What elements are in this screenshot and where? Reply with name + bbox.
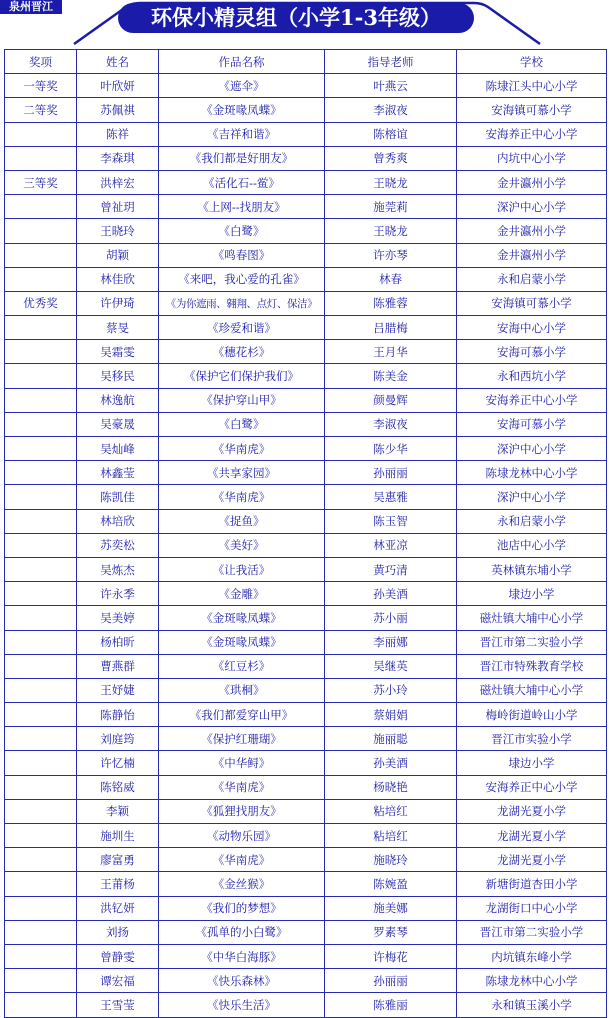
cell-teacher: 吕腊梅 <box>325 316 457 340</box>
cell-school: 磁灶镇大埔中心小学 <box>457 606 607 630</box>
cell-name: 曹燕群 <box>77 654 159 678</box>
cell-work-title: 《金丝猴》 <box>159 872 325 896</box>
cell-name: 陈凯佳 <box>77 485 159 509</box>
cell-award <box>5 920 77 944</box>
cell-teacher: 林亚凉 <box>325 533 457 557</box>
cell-award: 一等奖 <box>5 74 77 98</box>
table-row <box>5 412 607 436</box>
cell-teacher: 施丽聪 <box>325 727 457 751</box>
cell-teacher: 陈少华 <box>325 437 457 461</box>
cell-school: 安海养正中心小学 <box>457 122 607 146</box>
table-row <box>5 388 607 412</box>
cell-teacher: 陈美金 <box>325 364 457 388</box>
cell-award <box>5 993 77 1017</box>
cell-teacher: 陈玉智 <box>325 509 457 533</box>
cell-teacher: 王晓龙 <box>325 170 457 194</box>
table-row <box>5 606 607 630</box>
cell-name: 杨柏昕 <box>77 630 159 654</box>
cell-teacher: 李淑夜 <box>325 412 457 436</box>
cell-school: 深沪中心小学 <box>457 437 607 461</box>
cell-teacher: 孙丽丽 <box>325 461 457 485</box>
cell-teacher: 叶燕云 <box>325 74 457 98</box>
table-row <box>5 98 607 122</box>
cell-name: 陈祥 <box>77 122 159 146</box>
cell-work-title: 《狐狸找朋友》 <box>159 799 325 823</box>
cell-school: 龙湖街口中心小学 <box>457 896 607 920</box>
cell-school: 龙湖光夏小学 <box>457 824 607 848</box>
table-row <box>5 993 607 1017</box>
cell-work-title: 《上网--找朋友》 <box>159 195 325 219</box>
cell-work-title: 《金雕》 <box>159 582 325 606</box>
cell-school: 安海养正中心小学 <box>457 775 607 799</box>
table-row <box>5 533 607 557</box>
cell-work-title: 《金斑喙凤蝶》 <box>159 98 325 122</box>
table-row <box>5 654 607 678</box>
cell-award <box>5 316 77 340</box>
cell-award <box>5 122 77 146</box>
table-row <box>5 267 607 291</box>
cell-school: 永和镇玉溪小学 <box>457 993 607 1017</box>
cell-name: 许忆楠 <box>77 751 159 775</box>
cell-teacher: 陈婉盈 <box>325 872 457 896</box>
cell-award: 三等奖 <box>5 170 77 194</box>
cell-teacher: 李丽娜 <box>325 630 457 654</box>
cell-award <box>5 775 77 799</box>
table-row <box>5 582 607 606</box>
cell-award <box>5 896 77 920</box>
cell-award <box>5 944 77 968</box>
cell-teacher: 曾秀爽 <box>325 146 457 170</box>
cell-name: 陈铭威 <box>77 775 159 799</box>
cell-teacher: 陈雅蓉 <box>325 291 457 315</box>
cell-teacher: 陈榕谊 <box>325 122 457 146</box>
cell-work-title: 《中华鲟》 <box>159 751 325 775</box>
cell-work-title: 《保护穿山甲》 <box>159 388 325 412</box>
table-row <box>5 920 607 944</box>
cell-school: 永和启蒙小学 <box>457 509 607 533</box>
cell-award <box>5 485 77 509</box>
cell-award <box>5 267 77 291</box>
cell-school: 梅岭街道岭山小学 <box>457 703 607 727</box>
cell-teacher: 蔡娟娟 <box>325 703 457 727</box>
cell-work-title: 《快乐生活》 <box>159 993 325 1017</box>
cell-award <box>5 509 77 533</box>
cell-teacher: 罗素琴 <box>325 920 457 944</box>
cell-work-title: 《白鹭》 <box>159 219 325 243</box>
cell-work-title: 《共享家园》 <box>159 461 325 485</box>
cell-work-title: 《穗花杉》 <box>159 340 325 364</box>
cell-award <box>5 195 77 219</box>
cell-teacher: 林春 <box>325 267 457 291</box>
cell-school: 深沪中心小学 <box>457 485 607 509</box>
cell-school: 内坑镇东峰小学 <box>457 944 607 968</box>
cell-work-title: 《金斑喙凤蝶》 <box>159 606 325 630</box>
cell-teacher: 许梅花 <box>325 944 457 968</box>
cell-name: 李颖 <box>77 799 159 823</box>
cell-school: 金井瀛州小学 <box>457 170 607 194</box>
cell-award <box>5 824 77 848</box>
cell-work-title: 《快乐森林》 <box>159 969 325 993</box>
cell-work-title: 《中华白海豚》 <box>159 944 325 968</box>
cell-work-title: 《活化石--鲎》 <box>159 170 325 194</box>
table-row <box>5 316 607 340</box>
table-row <box>5 630 607 654</box>
cell-name: 王晓玲 <box>77 219 159 243</box>
page-title: 环保小精灵组（小学1-3年级） <box>151 5 441 30</box>
table-row <box>5 243 607 267</box>
corner-tag: 泉州晋江 <box>0 0 62 14</box>
cell-teacher: 孙丽丽 <box>325 969 457 993</box>
cell-teacher: 吴惠雅 <box>325 485 457 509</box>
cell-teacher: 颜曼辉 <box>325 388 457 412</box>
cell-school: 安海可慕小学 <box>457 412 607 436</box>
cell-work-title: 《我们的梦想》 <box>159 896 325 920</box>
cell-name: 洪钇妍 <box>77 896 159 920</box>
table-row <box>5 944 607 968</box>
cell-teacher: 杨晓艳 <box>325 775 457 799</box>
cell-name: 谭宏福 <box>77 969 159 993</box>
header-name: 姓名 <box>77 50 159 74</box>
cell-school: 安海镇可慕小学 <box>457 291 607 315</box>
cell-school: 安海可慕小学 <box>457 340 607 364</box>
cell-school: 新塘街道杏田小学 <box>457 872 607 896</box>
cell-school: 安海养正中心小学 <box>457 388 607 412</box>
table-row <box>5 775 607 799</box>
cell-work-title: 《我们都爱穿山甲》 <box>159 703 325 727</box>
cell-teacher: 李淑夜 <box>325 98 457 122</box>
cell-teacher: 施晓玲 <box>325 848 457 872</box>
cell-work-title: 《遮伞》 <box>159 74 325 98</box>
cell-award <box>5 582 77 606</box>
cell-teacher: 粘培红 <box>325 824 457 848</box>
header-teacher: 指导老师 <box>325 50 457 74</box>
awards-table <box>4 49 607 1018</box>
cell-school: 埭边小学 <box>457 582 607 606</box>
cell-award <box>5 219 77 243</box>
cell-school: 金井瀛州小学 <box>457 243 607 267</box>
cell-teacher: 陈雅丽 <box>325 993 457 1017</box>
cell-award <box>5 437 77 461</box>
cell-work-title: 《我们都是好朋友》 <box>159 146 325 170</box>
cell-name: 廖富勇 <box>77 848 159 872</box>
cell-school: 晋江市特殊教育学校 <box>457 654 607 678</box>
cell-award <box>5 678 77 702</box>
title-banner <box>0 0 610 46</box>
cell-teacher: 孙美酒 <box>325 751 457 775</box>
cell-school: 龙湖光夏小学 <box>457 799 607 823</box>
cell-work-title: 《美好》 <box>159 533 325 557</box>
cell-award <box>5 388 77 412</box>
cell-teacher: 孙美酒 <box>325 582 457 606</box>
table-row <box>5 437 607 461</box>
cell-award <box>5 727 77 751</box>
cell-teacher: 苏小玲 <box>325 678 457 702</box>
cell-award <box>5 969 77 993</box>
cell-school: 晋江市第二实验小学 <box>457 630 607 654</box>
table-row <box>5 969 607 993</box>
cell-name: 刘庭筠 <box>77 727 159 751</box>
cell-award <box>5 146 77 170</box>
table-row <box>5 74 607 98</box>
cell-work-title: 《保护它们保护我们》 <box>159 364 325 388</box>
cell-award <box>5 799 77 823</box>
cell-school: 安海镇可慕小学 <box>457 98 607 122</box>
cell-name: 陈静怡 <box>77 703 159 727</box>
table-row <box>5 122 607 146</box>
cell-school: 金井瀛州小学 <box>457 219 607 243</box>
cell-name: 王妤婕 <box>77 678 159 702</box>
cell-work-title: 《来吧，我心爱的孔雀》 <box>159 267 325 291</box>
cell-school: 晋江市第二实验小学 <box>457 920 607 944</box>
cell-work-title: 《华南虎》 <box>159 848 325 872</box>
table-body <box>5 74 607 1017</box>
cell-award <box>5 606 77 630</box>
cell-award <box>5 703 77 727</box>
table-row <box>5 340 607 364</box>
table-row <box>5 461 607 485</box>
cell-teacher: 许亦琴 <box>325 243 457 267</box>
cell-name: 施圳生 <box>77 824 159 848</box>
cell-school: 池店中心小学 <box>457 533 607 557</box>
table-row <box>5 485 607 509</box>
cell-name: 蔡旻 <box>77 316 159 340</box>
cell-work-title: 《华南虎》 <box>159 485 325 509</box>
cell-school: 龙湖光夏小学 <box>457 848 607 872</box>
table-row <box>5 799 607 823</box>
cell-school: 陈埭龙林中心小学 <box>457 969 607 993</box>
cell-name: 吴移民 <box>77 364 159 388</box>
cell-teacher: 王月华 <box>325 340 457 364</box>
cell-school: 陈埭江头中心小学 <box>457 74 607 98</box>
cell-work-title: 《让我活》 <box>159 557 325 581</box>
table-row <box>5 170 607 194</box>
cell-award <box>5 243 77 267</box>
header-award: 奖项 <box>5 50 77 74</box>
table-header-row <box>5 50 607 74</box>
table-row <box>5 872 607 896</box>
table-row <box>5 751 607 775</box>
cell-school: 永和西坑小学 <box>457 364 607 388</box>
cell-award <box>5 461 77 485</box>
cell-name: 吴豪晟 <box>77 412 159 436</box>
cell-work-title: 《为你遮雨、翱翔、点灯、保洁》 <box>159 291 325 315</box>
table-row <box>5 896 607 920</box>
cell-name: 林逸航 <box>77 388 159 412</box>
cell-name: 吴灿峰 <box>77 437 159 461</box>
cell-name: 林鑫莹 <box>77 461 159 485</box>
cell-name: 胡颖 <box>77 243 159 267</box>
cell-name: 苏佩祺 <box>77 98 159 122</box>
cell-award <box>5 848 77 872</box>
cell-teacher: 苏小丽 <box>325 606 457 630</box>
cell-work-title: 《珙桐》 <box>159 678 325 702</box>
table-row <box>5 509 607 533</box>
cell-work-title: 《红豆杉》 <box>159 654 325 678</box>
cell-award: 优秀奖 <box>5 291 77 315</box>
cell-award <box>5 412 77 436</box>
cell-school: 深沪中心小学 <box>457 195 607 219</box>
cell-work-title: 《珍爱和谐》 <box>159 316 325 340</box>
cell-work-title: 《鸣春图》 <box>159 243 325 267</box>
cell-name: 叶欣妍 <box>77 74 159 98</box>
cell-teacher: 吴继英 <box>325 654 457 678</box>
cell-award <box>5 340 77 364</box>
cell-work-title: 《动物乐园》 <box>159 824 325 848</box>
header-work-title: 作品名称 <box>159 50 325 74</box>
cell-work-title: 《捉鱼》 <box>159 509 325 533</box>
cell-name: 刘扬 <box>77 920 159 944</box>
table-row <box>5 678 607 702</box>
cell-teacher: 粘培红 <box>325 799 457 823</box>
cell-name: 苏奕松 <box>77 533 159 557</box>
cell-name: 吴炼杰 <box>77 557 159 581</box>
cell-name: 洪梓宏 <box>77 170 159 194</box>
cell-name: 吴美婷 <box>77 606 159 630</box>
cell-award <box>5 872 77 896</box>
table-row <box>5 703 607 727</box>
table-row <box>5 727 607 751</box>
cell-school: 英林镇东埔小学 <box>457 557 607 581</box>
cell-work-title: 《白鹭》 <box>159 412 325 436</box>
table-row <box>5 824 607 848</box>
table-row <box>5 195 607 219</box>
cell-award <box>5 654 77 678</box>
cell-school: 安海中心小学 <box>457 316 607 340</box>
cell-award <box>5 557 77 581</box>
table-row <box>5 291 607 315</box>
cell-name: 曾静雯 <box>77 944 159 968</box>
table-row <box>5 364 607 388</box>
cell-award <box>5 630 77 654</box>
cell-work-title: 《金斑喙凤蝶》 <box>159 630 325 654</box>
cell-school: 晋江市实验小学 <box>457 727 607 751</box>
cell-award: 二等奖 <box>5 98 77 122</box>
cell-name: 许永季 <box>77 582 159 606</box>
cell-teacher: 施莞莉 <box>325 195 457 219</box>
cell-school: 陈埭龙林中心小学 <box>457 461 607 485</box>
table-row <box>5 848 607 872</box>
cell-work-title: 《华南虎》 <box>159 775 325 799</box>
cell-school: 埭边小学 <box>457 751 607 775</box>
cell-work-title: 《华南虎》 <box>159 437 325 461</box>
cell-award <box>5 364 77 388</box>
cell-name: 吴霜雯 <box>77 340 159 364</box>
cell-school: 内坑中心小学 <box>457 146 607 170</box>
cell-name: 李森琪 <box>77 146 159 170</box>
header-school: 学校 <box>457 50 607 74</box>
cell-name: 林培欣 <box>77 509 159 533</box>
table-row <box>5 557 607 581</box>
cell-award <box>5 533 77 557</box>
cell-work-title: 《保护红珊瑚》 <box>159 727 325 751</box>
cell-name: 许伊琦 <box>77 291 159 315</box>
cell-name: 林佳欣 <box>77 267 159 291</box>
cell-teacher: 黄巧清 <box>325 557 457 581</box>
table-row <box>5 146 607 170</box>
cell-school: 永和启蒙小学 <box>457 267 607 291</box>
cell-teacher: 施美娜 <box>325 896 457 920</box>
table-row <box>5 219 607 243</box>
cell-name: 王雪莹 <box>77 993 159 1017</box>
cell-work-title: 《吉祥和谐》 <box>159 122 325 146</box>
cell-name: 曾祉玥 <box>77 195 159 219</box>
cell-award <box>5 751 77 775</box>
cell-school: 磁灶镇大埔中心小学 <box>457 678 607 702</box>
cell-work-title: 《孤单的小白鹭》 <box>159 920 325 944</box>
cell-teacher: 王晓龙 <box>325 219 457 243</box>
cell-name: 王莆杨 <box>77 872 159 896</box>
